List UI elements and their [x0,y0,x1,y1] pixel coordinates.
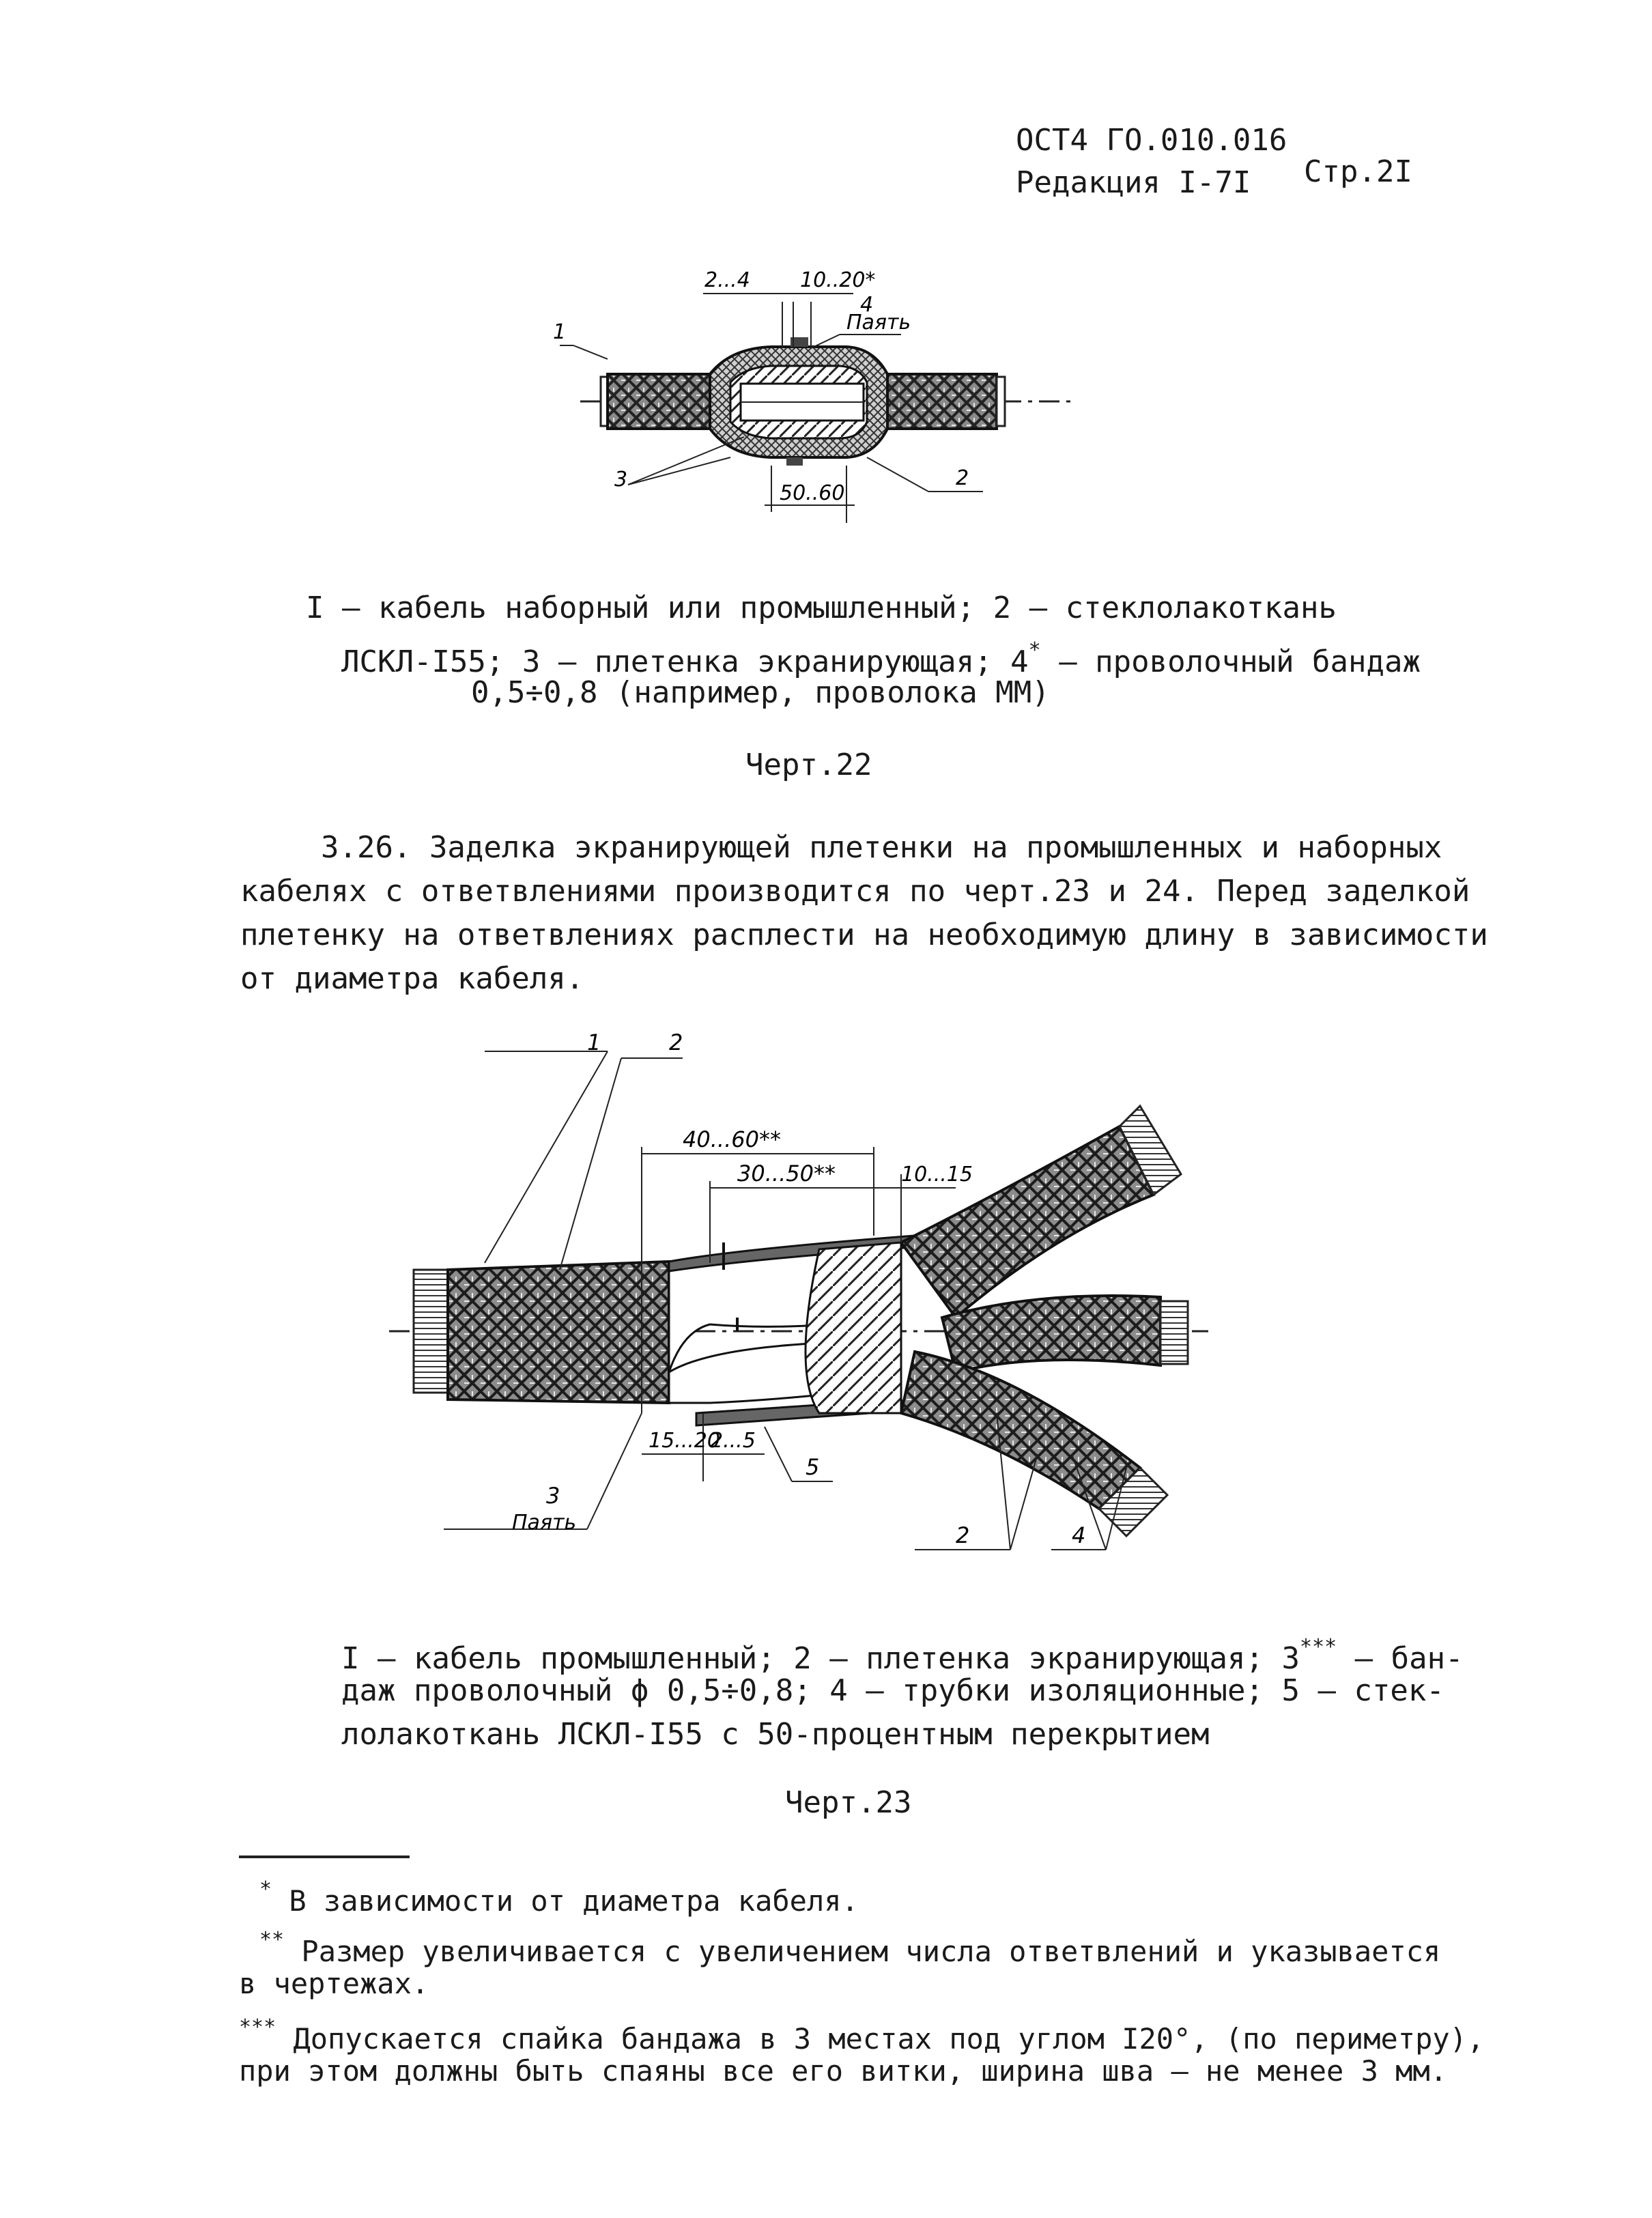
fig22-caption-line-3: 0,5÷0,8 (например, проволока ММ) [471,675,1050,710]
revision-label: Редакция I-7I [1016,165,1251,200]
fig22-caption-line-2: ЛСКЛ-I55; 3 – плетенка экранирующая; 4* – проволочный бандаж [341,638,1421,679]
fig23-callout-3: 3 [546,1483,560,1509]
fig22-callout-solder: Паять [846,311,911,335]
footnote-separator [239,1856,410,1858]
fig22-dim-bottom: 50..60 [780,481,845,505]
paragraph-3-26-line-3: плетенку на ответвлениях расплести на необходимую длину в зависимости [240,918,1488,952]
fig23-dim-bottom-left: 15...20 [649,1429,720,1453]
footnote-2-line-2: в чертежах. [239,1967,429,2000]
paragraph-3-26-line-4: от диаметра кабеля. [240,961,584,996]
footnote-3-line-2: при этом должны быть спаяны все его витки, ширина шва – не менее 3 мм. [239,2054,1448,2088]
fig22-title: Черт.22 [745,748,872,782]
fig23-caption-line-1: I – кабель промышленный; 2 – плетенка экранирующая; 3*** – бан- [341,1635,1464,1676]
footnote-3-line-1: *** Допускается спайка бандажа в 3 местах под углом I20°, (по периметру), [239,2015,1485,2056]
fig23-dim-inner: 30...50** [737,1161,836,1186]
fig23-dim-right: 10...15 [901,1163,973,1186]
fig22-callout-1: 1 [553,320,567,344]
fig23-callout-4: 4 [1072,1522,1086,1548]
fig23-dim-bottom-mid: 2...5 [710,1429,756,1453]
fig23-dim-outer: 40...60** [683,1126,781,1152]
paragraph-3-26-line-1: 3.26. Заделка экранирующей плетенки на промышленных и наборных [321,830,1442,865]
figure-22-cable-joint-drawing [546,253,1106,539]
fig23-callout-2-bottom: 2 [956,1522,970,1548]
fig23-title: Черт.23 [785,1785,912,1820]
footnote-1: * В зависимости от диаметра кабеля. [259,1877,859,1918]
fig22-caption-line-1: I – кабель наборный или промышленный; 2 – стеклолакоткань [306,591,1337,625]
figure-23-branch-cable-drawing [382,1031,1242,1591]
fig23-callout-5: 5 [806,1454,820,1480]
fig23-callout-solder: Паять [512,1511,577,1535]
footnote-2-line-1: ** Размер увеличивается с увеличением числа ответвлений и указывается [259,1928,1441,1968]
fig22-callout-2: 2 [956,466,969,490]
fig22-dim-top-right: 10..20* [800,268,876,292]
fig23-caption-line-3: лолакоткань ЛСКЛ-I55 с 50-процентным перекрытием [341,1717,1210,1752]
fig23-caption-line-2: даж проволочный ϕ 0,5÷0,8; 4 – трубки изоляционные; 5 – стек- [341,1673,1444,1708]
page-number: Стр.2I [1304,154,1412,189]
fig22-callout-4: 4 [860,293,874,317]
fig22-dim-top-left: 2...4 [704,268,750,292]
fig22-callout-3: 3 [614,468,628,492]
fig23-callout-1: 1 [587,1031,601,1055]
fig23-callout-2-top: 2 [669,1031,683,1055]
standard-number: ОСТ4 ГО.010.016 [1016,123,1287,158]
paragraph-3-26-line-2: кабелях с ответвлениями производится по черт.23 и 24. Перед заделкой [240,874,1470,909]
